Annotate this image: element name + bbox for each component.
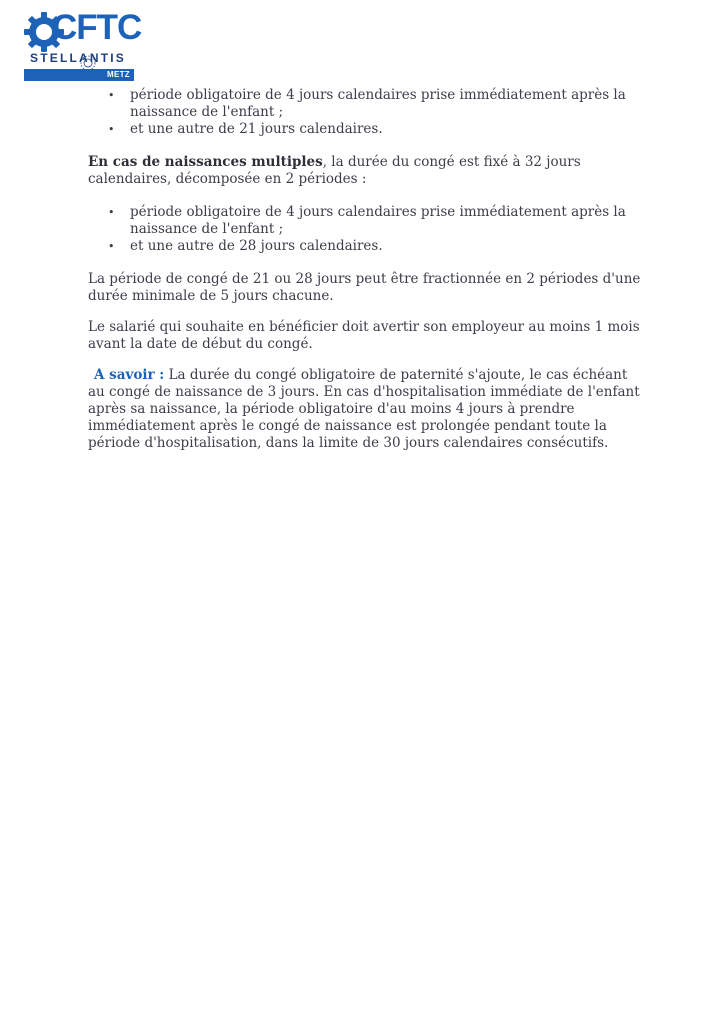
bullet-list-single-birth [88, 87, 648, 138]
list-item [88, 238, 648, 255]
bullet-icon: • [108, 123, 115, 136]
a-savoir-text: La durée du congé obligatoire de paternité s'ajoute, le cas échéant au congé de naissance de 3 jours. En cas d'hospitalisation immédiate de l'enfant après sa naissance, la période obligatoire d'au moins 4 jours à prendre immédiatement après le congé de naissance est prolongée pendant toute la période d'hospitalisation, dans la limite de 30 jours calendaires consécutifs. [88, 367, 640, 451]
list-item-text: période obligatoire de 4 jours calendaires prise immédiatement après la naissance de l'enfant ; [130, 204, 626, 237]
logo-subtitle: STELLANTIS [30, 51, 126, 65]
list-item-text: période obligatoire de 4 jours calendaires prise immédiatement après la naissance de l'enfant ; [130, 87, 626, 120]
logo-brand: CFTC [52, 8, 142, 47]
cftc-stellantis-logo [22, 8, 142, 82]
bullet-icon: • [108, 206, 115, 219]
multiple-births-heading: En cas de naissances multiples [88, 154, 323, 170]
document-body [88, 87, 648, 452]
multiple-births-text: , la durée du congé est fixé à 32 jours calendaires, décomposée en 2 périodes : [88, 154, 581, 187]
list-item [88, 87, 648, 121]
logo-city-bar [24, 69, 134, 81]
paragraph-a-savoir [88, 367, 648, 452]
logo-city: METZ [107, 70, 130, 79]
list-item [88, 121, 648, 138]
bullet-list-multiple-births [88, 204, 648, 255]
paragraph-fractionnement: La période de congé de 21 ou 28 jours peut être fractionnée en 2 périodes d'une durée minimale de 5 jours chacune. [88, 271, 641, 304]
paragraph-salarie: Le salarié qui souhaite en bénéficier doit avertir son employeur au moins 1 mois avant la date de début du congé. [88, 319, 640, 352]
list-item [88, 204, 648, 238]
a-savoir-label: A savoir : [94, 367, 165, 383]
paragraph-multiple-births [88, 154, 648, 188]
list-item-text: et une autre de 21 jours calendaires. [130, 121, 383, 137]
bullet-icon: • [108, 240, 115, 253]
bullet-icon: • [108, 89, 115, 102]
list-item-text: et une autre de 28 jours calendaires. [130, 238, 383, 254]
